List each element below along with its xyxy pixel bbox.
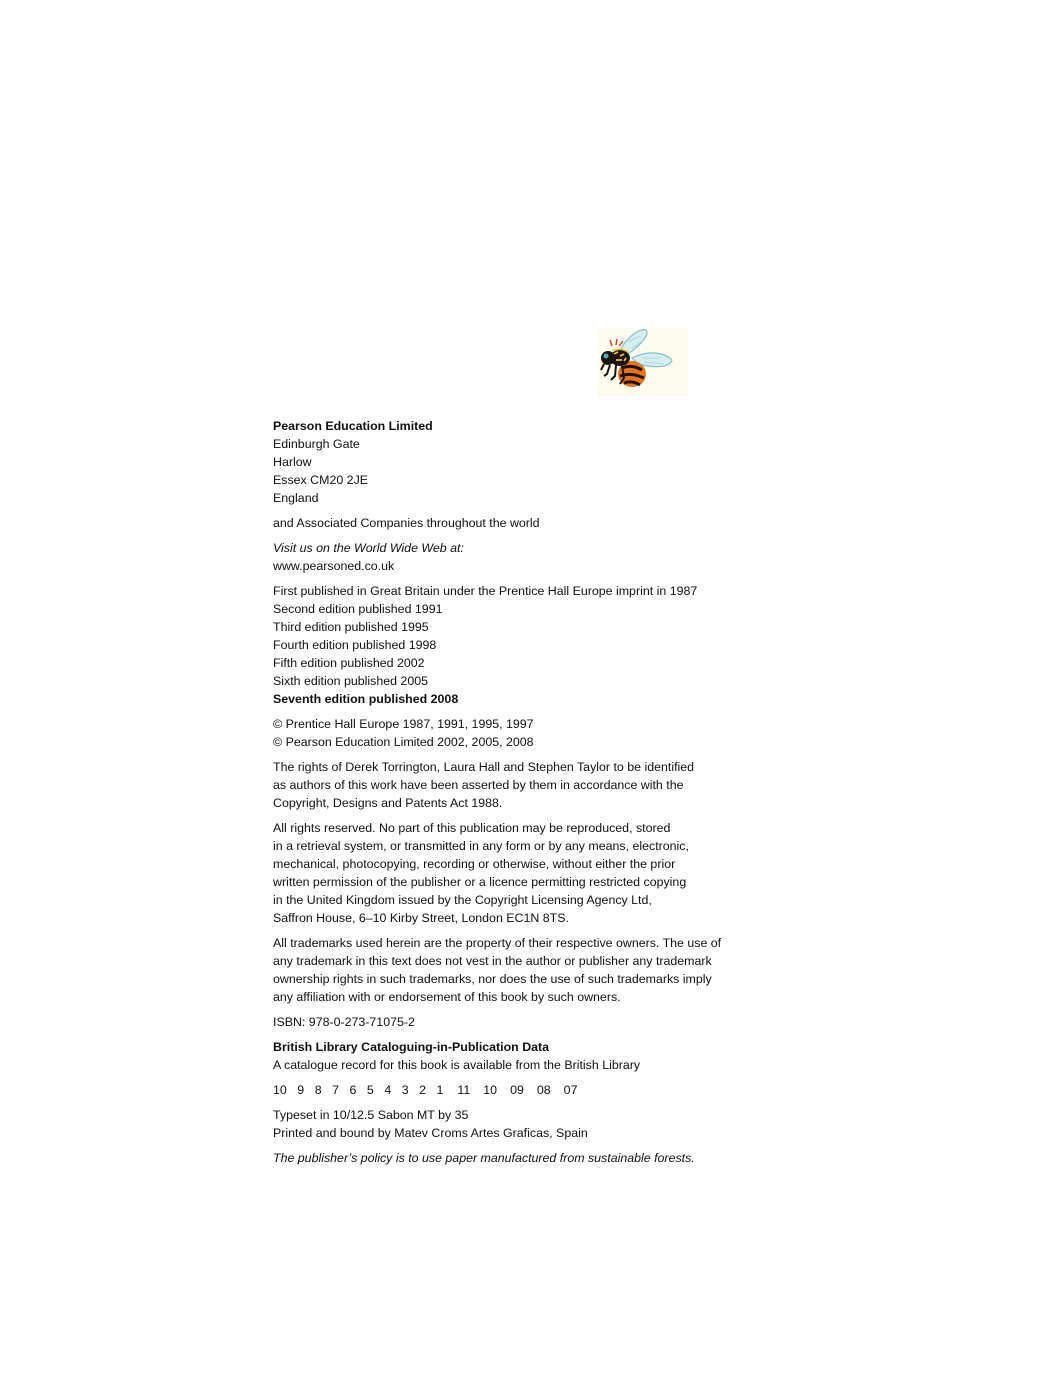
rights-line: All rights reserved. No part of this publication may be reproduced, stored <box>273 821 671 835</box>
edition-history <box>273 582 743 708</box>
copyright-line: © Pearson Education Limited 2002, 2005, 2008 <box>273 735 534 749</box>
cip-heading: British Library Cataloguing-in-Publication Data <box>273 1040 550 1054</box>
year-number: 07 <box>563 1083 578 1097</box>
trademark-line: any trademark in this text does not vest in the author or publisher any trademark <box>273 954 712 968</box>
trademarks-notice <box>273 934 743 1006</box>
address-line: Essex CM20 2JE <box>273 473 369 487</box>
edition-line: First published in Great Britain under the Prentice Hall Europe imprint in 1987 <box>273 584 698 598</box>
impression-number: 6 <box>349 1083 357 1097</box>
impression-number: 3 <box>401 1083 409 1097</box>
impression-number: 7 <box>332 1083 340 1097</box>
policy-text: The publisher’s policy is to use paper manufactured from sustainable forests. <box>273 1151 695 1165</box>
edition-line: Fifth edition published 2002 <box>273 656 425 670</box>
year-number: 11 <box>457 1083 471 1097</box>
rights-line: in a retrieval system, or transmitted in any form or by any means, electronic, <box>273 839 689 853</box>
rights-line: mechanical, photocopying, recording or otherwise, without either the prior <box>273 857 676 871</box>
publisher-address <box>273 417 743 507</box>
impression-number: 4 <box>384 1083 392 1097</box>
address-line: England <box>273 491 319 505</box>
printer-line: Printed and bound by Matev Croms Artes Graficas, Spain <box>273 1126 588 1140</box>
cip-text: A catalogue record for this book is available from the British Library <box>273 1058 641 1072</box>
year-number: 08 <box>536 1083 551 1097</box>
rights-line: written permission of the publisher or a licence permitting restricted copying <box>273 875 687 889</box>
year-number: 09 <box>510 1083 524 1097</box>
associated-companies <box>273 514 743 532</box>
production-info <box>273 1106 743 1142</box>
rights-line: Copyright, Designs and Patents Act 1988. <box>273 796 503 810</box>
printing-numbers <box>273 1081 743 1099</box>
copyright-page <box>273 417 743 1174</box>
edition-line: Second edition published 1991 <box>273 602 443 616</box>
impression-number: 2 <box>419 1083 427 1097</box>
year-number: 10 <box>483 1083 498 1097</box>
paper-policy <box>273 1149 743 1167</box>
impression-number: 10 <box>273 1083 287 1097</box>
authors-rights <box>273 758 743 812</box>
copyright-line: © Prentice Hall Europe 1987, 1991, 1995, 1997 <box>273 717 534 731</box>
year-numbers <box>457 1081 590 1099</box>
associated-text: and Associated Companies throughout the world <box>273 516 540 530</box>
address-line: Edinburgh Gate <box>273 437 360 451</box>
publisher-name: Pearson Education Limited <box>273 419 433 433</box>
isbn: ISBN: 978-0-273-71075-2 <box>273 1015 415 1029</box>
cip-data <box>273 1038 743 1074</box>
website-url[interactable]: www.pearsoned.co.uk <box>273 559 395 573</box>
bee-icon <box>598 328 688 396</box>
edition-line: Third edition published 1995 <box>273 620 429 634</box>
impression-number: 5 <box>366 1083 374 1097</box>
impression-numbers <box>273 1081 454 1099</box>
all-rights-reserved <box>273 819 743 927</box>
address-line: Harlow <box>273 455 312 469</box>
website-label: Visit us on the World Wide Web at: <box>273 541 464 555</box>
trademark-line: ownership rights in such trademarks, nor does the use of such trademarks imply <box>273 972 712 986</box>
website-block <box>273 539 743 575</box>
typeset-line: Typeset in 10/12.5 Sabon MT by 35 <box>273 1108 469 1122</box>
edition-line: Sixth edition published 2005 <box>273 674 428 688</box>
isbn-block <box>273 1013 743 1031</box>
impression-number: 9 <box>297 1083 305 1097</box>
edition-line: Fourth edition published 1998 <box>273 638 437 652</box>
impression-number: 8 <box>314 1083 322 1097</box>
rights-line: in the United Kingdom issued by the Copyright Licensing Agency Ltd, <box>273 893 652 907</box>
current-edition: Seventh edition published 2008 <box>273 692 459 706</box>
impression-number: 1 <box>436 1083 444 1097</box>
rights-line: as authors of this work have been asserted by them in accordance with the <box>273 778 684 792</box>
trademark-line: any affiliation with or endorsement of this book by such owners. <box>273 990 621 1004</box>
rights-line: The rights of Derek Torrington, Laura Hall and Stephen Taylor to be identified <box>273 760 695 774</box>
trademark-line: All trademarks used herein are the property of their respective owners. The use of <box>273 936 722 950</box>
publisher-logo <box>598 328 688 396</box>
copyright-notices <box>273 715 743 751</box>
rights-line: Saffron House, 6–10 Kirby Street, London EC1N 8TS. <box>273 911 569 925</box>
